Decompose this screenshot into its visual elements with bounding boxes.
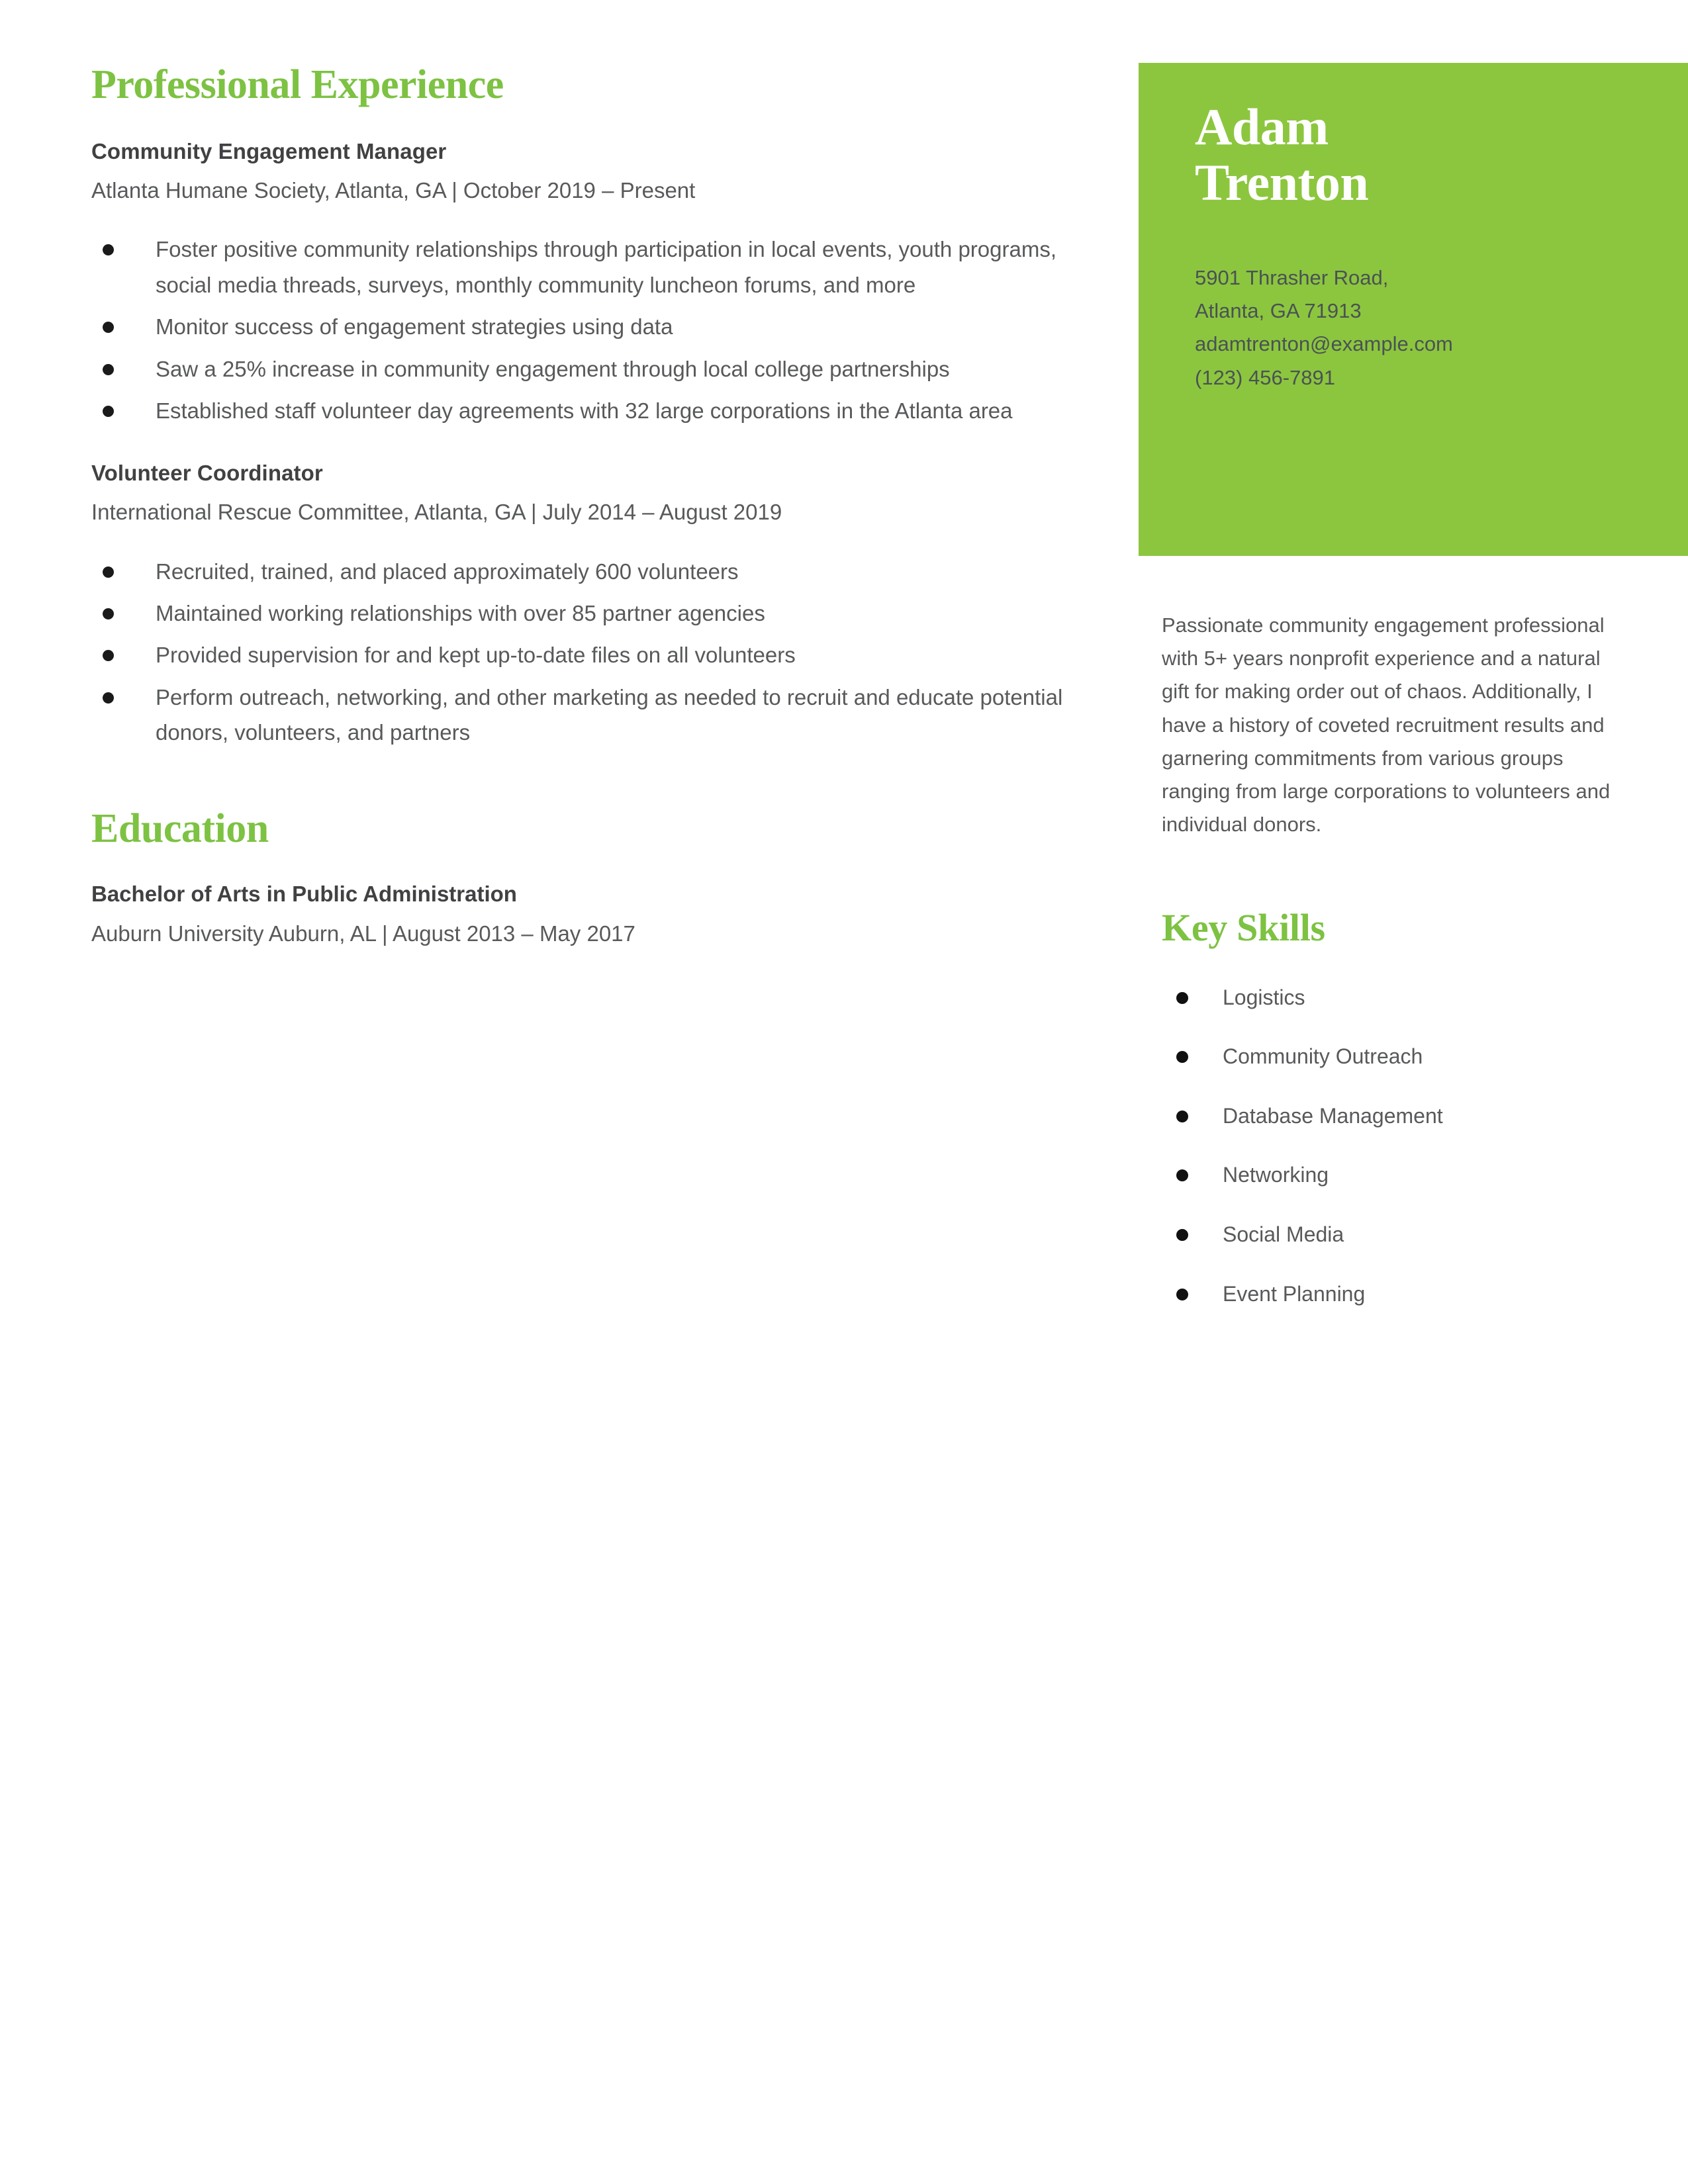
job-entry: [91, 137, 1084, 428]
list-item: [1162, 1161, 1625, 1189]
job-meta: International Rescue Committee, Atlanta, GA | July 2014 – August 2019: [91, 500, 782, 524]
skill-label: Database Management: [1223, 1103, 1443, 1128]
section-heading-education: Education: [91, 805, 269, 851]
list-item: [91, 393, 1084, 428]
list-item: [91, 680, 1084, 751]
bullet-icon: [103, 406, 114, 417]
bullet-icon: [1176, 1289, 1188, 1300]
list-item: [1162, 1221, 1625, 1249]
list-item: [91, 232, 1084, 302]
bullet-icon: [1176, 1229, 1188, 1241]
section-heading-key-skills: Key Skills: [1162, 905, 1325, 949]
list-item: [1162, 1103, 1625, 1130]
bullet-text: Monitor success of engagement strategies using data: [156, 314, 673, 340]
bullet-icon: [1176, 992, 1188, 1004]
bullet-text: Provided supervision for and kept up-to-date files on all volunteers: [156, 643, 796, 668]
bullet-text: Maintained working relationships with over 85 partner agencies: [156, 601, 765, 625]
list-item: [91, 351, 1084, 387]
list-item: [91, 554, 1084, 589]
list-item: [1162, 984, 1625, 1012]
bullet-text: Recruited, trained, and placed approximately 600 volunteers: [156, 559, 739, 584]
bullet-icon: [1176, 1051, 1188, 1063]
skill-label: Logistics: [1223, 985, 1305, 1009]
contact-address-line2: Atlanta, GA 71913: [1195, 299, 1362, 323]
skill-label: Community Outreach: [1223, 1044, 1423, 1069]
education-entry: [91, 880, 1084, 949]
bullet-text: Saw a 25% increase in community engagement through local college partnerships: [156, 356, 950, 381]
job-entry: [91, 459, 1084, 750]
skills-list: [1162, 984, 1625, 1308]
education-degree: Bachelor of Arts in Public Administration: [91, 881, 517, 906]
name-first: Adam: [1195, 98, 1329, 156]
list-item: [91, 309, 1084, 344]
right-column: [1162, 609, 1625, 1340]
header-green-block: [1139, 63, 1688, 556]
bullet-icon: [103, 567, 114, 578]
contact-phone[interactable]: (123) 456-7891: [1195, 365, 1335, 389]
name-last: Trenton: [1195, 154, 1369, 212]
bullet-icon: [103, 608, 114, 619]
list-item: [91, 637, 1084, 672]
professional-summary: Passionate community engagement professional with 5+ years nonprofit experience and a natural gift for making order out of chaos. Additionally, I have a history of coveted recruitment results and garnering commitments from various groups ranging from large corporations to volunteers and individual donors.: [1162, 614, 1611, 837]
bullet-icon: [1176, 1169, 1188, 1181]
bullet-icon: [103, 692, 114, 704]
contact-info: [1195, 261, 1671, 394]
contact-email[interactable]: adamtrenton@example.com: [1195, 332, 1453, 356]
bullet-text: Perform outreach, networking, and other marketing as needed to recruit and educate potential donors, volunteers, and partners: [156, 684, 1063, 745]
education-section: [91, 807, 1084, 949]
left-column: [91, 64, 1084, 949]
section-heading-professional-experience: Professional Experience: [91, 62, 504, 107]
bullet-icon: [1176, 1111, 1188, 1122]
list-item: [1162, 1281, 1625, 1308]
job-bullet-list: [91, 554, 1084, 751]
bullet-icon: [103, 244, 114, 255]
list-item: [1162, 1043, 1625, 1071]
bullet-icon: [103, 364, 114, 375]
bullet-text: Foster positive community relationships through participation in local events, youth programs, social media threads, surveys, monthly community luncheon forums, and more: [156, 237, 1056, 297]
list-item: [91, 596, 1084, 631]
job-meta: Atlanta Humane Society, Atlanta, GA | October 2019 – Present: [91, 177, 696, 203]
job-bullet-list: [91, 232, 1084, 428]
bullet-icon: [103, 650, 114, 661]
page-title: [1195, 99, 1658, 210]
bullet-icon: [103, 322, 114, 333]
education-meta: Auburn University Auburn, AL | August 2013 – May 2017: [91, 921, 635, 946]
bullet-text: Established staff volunteer day agreements with 32 large corporations in the Atlanta area: [156, 398, 1013, 423]
contact-address-line1: 5901 Thrasher Road,: [1195, 266, 1389, 289]
job-title: Community Engagement Manager: [91, 139, 447, 164]
skill-label: Networking: [1223, 1163, 1329, 1187]
skill-label: Event Planning: [1223, 1281, 1366, 1306]
skill-label: Social Media: [1223, 1222, 1344, 1246]
job-title: Volunteer Coordinator: [91, 461, 323, 486]
